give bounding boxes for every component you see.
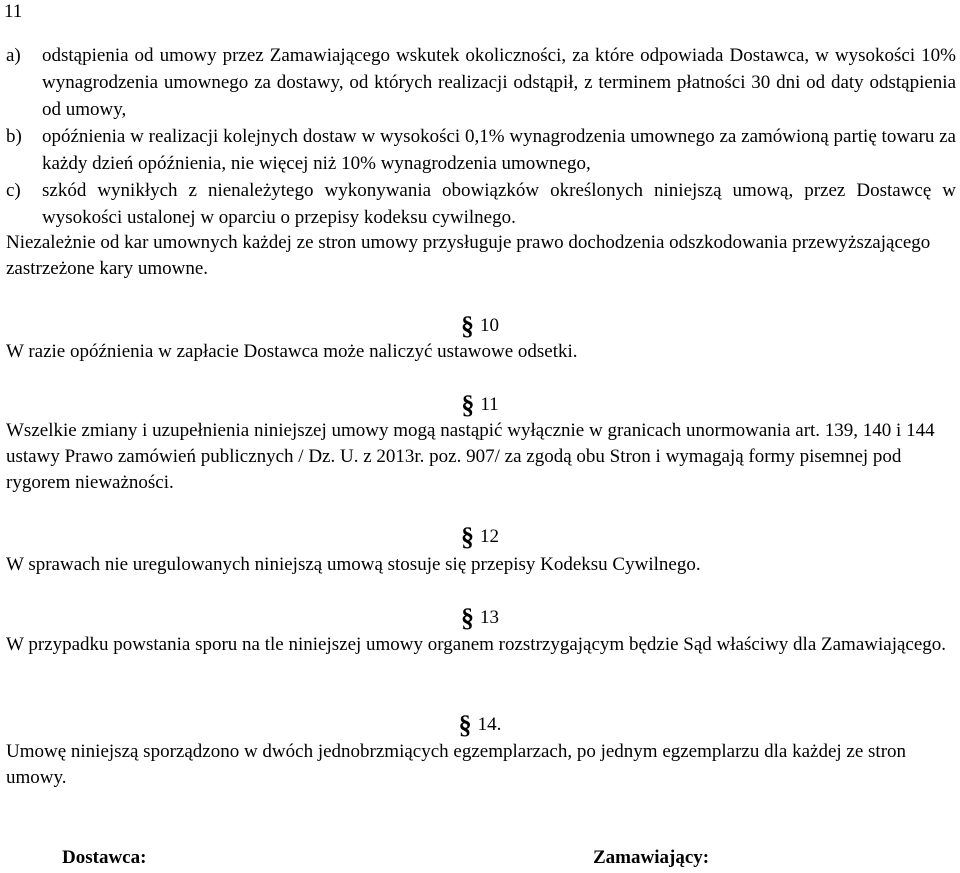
section-symbol: § xyxy=(461,311,474,340)
list-item-text: odstąpienia od umowy przez Zamawiającego wskutek okoliczności, za które odpowiada Dostawca, w wysokości 10% wynagrodzenia umownego za dostawy, od których realizacji odstąpił, z terminem płatności 30 dni od daty odstąpienia od umowy, xyxy=(42,45,956,120)
section-number: 12 xyxy=(480,526,499,547)
penalty-list xyxy=(6,42,956,231)
section-number: 11 xyxy=(480,394,499,415)
section-symbol: § xyxy=(458,710,472,739)
section-heading-14 xyxy=(0,710,960,739)
list-item xyxy=(6,42,956,123)
section-heading-10 xyxy=(0,311,960,340)
list-item-text: szkód wynikłych z nienależytego wykonywania obowiązków określonych niniejszą umową, przez Dostawcę w wysokości ustalonej w oparciu o przepisy kodeksu cywilnego. xyxy=(42,180,956,228)
section-symbol: § xyxy=(461,603,474,632)
signature-ordering-party: Zamawiający: xyxy=(593,847,710,868)
section-heading-13 xyxy=(0,603,960,632)
section-text-11: Wszelkie zmiany i uzupełnienia niniejszej umowy mogą nastąpić wyłącznie w granicach unormowania art. 139, 140 i 144 ustawy Prawo zamówień publicznych / Dz. U. z 2013r. poz. 907/ za zgodą obu Stron i wymagają formy pisemnej pod rygorem nieważności. xyxy=(6,420,935,493)
section-text-14: Umowę niniejszą sporządzono w dwóch jednobrzmiących egzemplarzach, po jednym egzemplarzu dla każdej ze stron umowy. xyxy=(6,741,907,788)
page-number: 11 xyxy=(4,1,23,22)
section-symbol: § xyxy=(461,390,475,419)
list-item-label: b) xyxy=(6,126,22,147)
list-item xyxy=(6,123,956,177)
list-item-label: a) xyxy=(6,45,21,66)
section-heading-11 xyxy=(0,390,960,419)
list-item-text: opóźnienia w realizacji kolejnych dostaw w wysokości 0,1% wynagrodzenia umownego za zamówioną partię towaru za każdy dzień opóźnienia, nie więcej niż 10% wynagrodzenia umownego, xyxy=(42,126,956,174)
damages-paragraph: Niezależnie od kar umownych każdej ze stron umowy przysługuje prawo dochodzenia odszkodowania przewyższającego zastrzeżone kary umowne. xyxy=(6,232,931,279)
section-number: 14. xyxy=(477,714,502,735)
section-number: 13 xyxy=(480,607,499,628)
section-number: 10 xyxy=(480,315,499,336)
section-heading-12 xyxy=(0,522,960,551)
section-text-10: W razie opóźnienia w zapłacie Dostawca może naliczyć ustawowe odsetki. xyxy=(6,341,578,362)
section-symbol: § xyxy=(461,522,474,551)
section-text-13: W przypadku powstania sporu na tle niniejszej umowy organem rozstrzygającym będzie Sąd właściwy dla Zamawiającego. xyxy=(6,634,947,655)
signature-supplier: Dostawca: xyxy=(62,847,147,868)
section-text-12: W sprawach nie uregulowanych niniejszą umową stosuje się przepisy Kodeksu Cywilnego. xyxy=(6,554,701,575)
list-item xyxy=(6,177,956,231)
list-item-label: c) xyxy=(6,180,21,201)
